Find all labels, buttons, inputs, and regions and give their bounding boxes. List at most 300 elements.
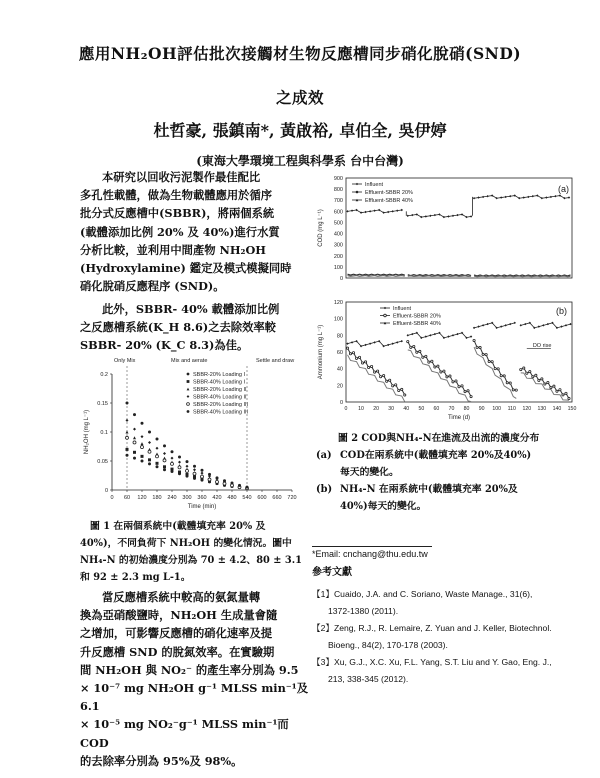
p3-line: 之增加，可影響反應槽的硝化速率及提 [80, 626, 273, 641]
x-tick-label: 480 [227, 495, 237, 501]
figure-1-chart [80, 352, 306, 518]
effluent-20-point [449, 375, 451, 377]
effluent-20-point [371, 365, 373, 367]
legend-label: SBBR-20% Loading III [193, 402, 249, 408]
figure-2b-chart [316, 296, 578, 426]
effluent-20-point [431, 360, 433, 362]
legend-label: Effluent-SBBR 20% [365, 190, 413, 196]
influent-point [387, 211, 389, 213]
fig2-title: 圖 2 COD與NH₄-N在進流及出流的濃度分布 [338, 433, 540, 444]
data-point [141, 455, 144, 458]
y-axis-label: COD (mg L⁻¹) [318, 209, 324, 247]
effluent-20-point [398, 389, 400, 391]
influent-point [482, 324, 484, 326]
y-tick-label: 900 [333, 176, 343, 182]
reference-line: 1372-1380 (2011). [328, 606, 399, 616]
panel-label: (b) [556, 306, 567, 316]
effluent-20-point [374, 371, 376, 373]
y-tick-label: 120 [333, 300, 343, 306]
data-point [156, 462, 159, 465]
influent-point [509, 323, 511, 325]
effluent-20-point [386, 380, 388, 382]
x-tick-label: 80 [463, 406, 470, 412]
data-point [141, 460, 144, 463]
effluent-20-point [425, 355, 427, 357]
data-point [163, 465, 166, 468]
effluent-40-line [408, 350, 471, 402]
p3-line: 的去除率分別為 95%及 98%。 [80, 753, 243, 768]
effluent-20-point [349, 353, 351, 355]
email-footnote: *Email: cnchang@thu.edu.tw [312, 549, 428, 559]
figure-2-caption [316, 430, 576, 515]
effluent-20-point [476, 346, 478, 348]
legend-label: SBBR-40% Loading II [193, 394, 247, 401]
data-point [126, 419, 129, 422]
data-point [171, 450, 174, 453]
effluent-20-point [352, 352, 354, 354]
effluent-20-point [526, 372, 528, 374]
phase-label: Mix and aerate [171, 358, 208, 364]
y-tick-label: 0.2 [100, 372, 108, 378]
data-point [126, 448, 129, 451]
effluent-40-line [408, 276, 471, 277]
effluent-20-point [437, 365, 439, 367]
legend-label: SBBR-40% Loading I [193, 379, 245, 386]
effluent-20-point [541, 378, 543, 380]
fig2-b-line: NH₄-N 在兩系統中(載體填充率 20%及 [340, 484, 518, 495]
effluent-20-point [538, 379, 540, 381]
effluent-20-point [509, 382, 511, 384]
fig2-a-line: COD在兩系統中(載體填充率 20%及40%) [340, 450, 532, 461]
data-point [156, 437, 159, 440]
legend-marker [187, 373, 190, 376]
legend-label: Effluent-SBBR 40% [365, 198, 413, 204]
y-tick-label: 0 [339, 400, 343, 406]
influent-point [527, 196, 529, 198]
data-point [148, 431, 151, 434]
fig2-a-line: 每天的變化。 [340, 467, 399, 478]
x-tick-label: 720 [287, 495, 297, 501]
influent-point [477, 196, 479, 198]
effluent-20-point [497, 368, 499, 370]
effluent-20-point [377, 370, 379, 372]
effluent-20-point [488, 360, 490, 362]
influent-point [429, 215, 431, 217]
data-point [126, 431, 129, 434]
effluent-20-point [358, 356, 360, 358]
effluent-40-line [348, 276, 405, 277]
data-point [141, 446, 144, 449]
effluent-20-point [473, 339, 475, 341]
data-point [148, 458, 151, 461]
effluent-20-point [364, 361, 366, 363]
x-tick-label: 30 [388, 406, 395, 412]
effluent-20-point [392, 385, 394, 387]
x-tick-label: 180 [152, 495, 162, 501]
data-point [163, 468, 166, 471]
influent-point [568, 196, 570, 198]
reference-line: 【2】Zeng, R.J., R. Lemaire, Z. Yuan and J. Keller, Biotechnol. [312, 623, 552, 633]
legend-marker [384, 307, 387, 310]
fig2-a-item [316, 447, 576, 464]
influent-point [407, 334, 409, 336]
influent-point [532, 195, 534, 197]
effluent-20-point [422, 356, 424, 358]
influent-point [569, 323, 571, 325]
influent-point [434, 333, 436, 335]
data-point [193, 468, 196, 471]
effluent-20-point [544, 383, 546, 385]
legend-marker [187, 403, 190, 406]
influent-point [401, 209, 403, 211]
effluent-20-point [434, 366, 436, 368]
fig2-b-line: 40%)每天的變化。 [340, 501, 427, 512]
data-point [238, 484, 241, 487]
effluent-20-point [383, 375, 385, 377]
legend-label: SBBR-20% Loading II [193, 387, 247, 393]
legend-label: Effluent-SBBR 20% [393, 313, 441, 320]
effluent-20-point [467, 390, 469, 392]
data-point [133, 441, 136, 444]
fig2-b-label: (b) [316, 484, 333, 495]
data-point [163, 452, 166, 455]
x-tick-label: 70 [448, 406, 455, 412]
influent-point [505, 196, 507, 198]
effluent-40-line [521, 373, 569, 400]
effluent-20-point [389, 379, 391, 381]
effluent-20-point [470, 396, 472, 398]
data-point [133, 436, 136, 439]
influent-point [351, 341, 353, 343]
data-point [178, 471, 181, 474]
data-point [133, 451, 136, 454]
x-tick-label: 60 [123, 495, 131, 501]
legend-marker [187, 395, 190, 398]
y-tick-label: 600 [333, 209, 343, 216]
data-point [246, 486, 249, 489]
p1-line: (Hydroxylamine) 鑑定及模式模擬同時 [80, 261, 292, 276]
references-list [312, 586, 574, 688]
effluent-20-point [407, 340, 409, 342]
p2-line: 此外，SBBR- 40% 載體添加比例 [102, 302, 280, 316]
x-tick-label: 0 [110, 495, 114, 501]
influent-point [429, 334, 431, 336]
data-point [148, 441, 151, 444]
influent-point [364, 211, 366, 213]
influent-point [482, 196, 484, 198]
y-tick-label: 800 [333, 187, 343, 194]
effluent-20-point [458, 386, 460, 388]
influent-point [369, 210, 371, 212]
paper-title-line1: 應用NH₂OH評估批次接觸材生物反應槽同步硝化脫硝(SND) [78, 44, 522, 63]
x-axis-label: Time (d) [447, 415, 471, 421]
effluent-20-point [494, 368, 496, 370]
fig1-caption-line: 40%)，不同負荷下 NH₂OH 的變化情況。圖中 [80, 538, 292, 549]
authors: 杜哲豪, 張鎮南*, 黃啟裕, 卓伯全, 吳伊婷 [153, 121, 447, 140]
y-tick-label: 100 [333, 264, 343, 271]
y-tick-label: 400 [333, 231, 343, 238]
influent-point [452, 215, 454, 217]
y-tick-label: 0.05 [97, 459, 108, 465]
abstract-paragraph-3 [80, 588, 312, 770]
data-point [156, 447, 159, 450]
data-point [193, 465, 196, 468]
x-tick-label: 360 [197, 495, 207, 501]
effluent-20-line [348, 348, 405, 395]
influent-point [401, 340, 403, 342]
effluent-40-line [474, 347, 516, 398]
influent-point [542, 324, 544, 326]
fig1-caption-line: 圖 1 在兩個系統中(載體填充率 20% 及 [90, 521, 266, 532]
data-point [193, 472, 196, 475]
p3-line: 換為亞硝酸鹽時，NH₂OH 生成量會隨 [80, 608, 278, 623]
p1-line: 多孔性載體，做為生物載體應用於循序 [80, 188, 273, 203]
data-point [126, 436, 129, 439]
effluent-20-point [565, 392, 567, 394]
effluent-20-point [547, 381, 549, 383]
data-point [156, 455, 159, 458]
influent-point [560, 325, 562, 327]
legend-marker [187, 388, 190, 391]
effluent-20-point [512, 389, 514, 391]
data-point [171, 468, 174, 471]
p3-line: 升反應槽 SND 的脫氮效率。在實驗期 [80, 644, 275, 659]
x-tick-label: 120 [522, 406, 532, 412]
influent-point [351, 209, 353, 211]
reference-line: Bioeng., 84(2), 170-178 (2003). [328, 640, 448, 650]
effluent-20-line [348, 274, 405, 275]
data-point [163, 444, 166, 447]
effluent-20-point [413, 345, 415, 347]
effluent-20-point [553, 385, 555, 387]
p3-line: × 10⁻⁵ mg NO₂⁻g⁻¹ MLSS min⁻¹而 COD [80, 717, 289, 750]
effluent-20-point [515, 389, 517, 391]
data-point [216, 480, 219, 483]
influent-point [550, 196, 552, 198]
p1-line: 批分式反應槽中(SBBR)，將兩個系統 [80, 206, 275, 221]
x-tick-label: 50 [418, 406, 425, 412]
legend-marker [356, 183, 359, 186]
effluent-20-point [380, 376, 382, 378]
influent-point [473, 197, 475, 199]
influent-point [524, 323, 526, 325]
data-point [133, 457, 136, 460]
x-tick-label: 300 [182, 495, 192, 501]
data-point [201, 469, 204, 472]
p1-line: 硝化脫硝反應程序 (SND)。 [80, 279, 225, 294]
influent-point [514, 322, 516, 324]
data-point [186, 473, 189, 476]
fig1-caption-line: 和 92 ± 2.3 mg L-1。 [80, 572, 191, 583]
legend-marker [187, 410, 190, 413]
x-tick-label: 140 [552, 406, 562, 412]
effluent-20-point [562, 394, 564, 396]
data-point [126, 402, 129, 405]
influent-point [425, 335, 427, 337]
influent-point [545, 196, 547, 198]
figure-1-caption [80, 518, 312, 586]
effluent-20-point [440, 371, 442, 373]
influent-line [474, 323, 515, 328]
effluent-20-point [428, 361, 430, 363]
legend-label: SBBR-40% Loading III [193, 409, 249, 416]
influent-point [392, 210, 394, 212]
effluent-20-point [482, 353, 484, 355]
data-point [216, 476, 219, 479]
x-tick-label: 540 [242, 495, 252, 501]
influent-point [486, 323, 488, 325]
effluent-20-point [506, 382, 508, 384]
influent-point [470, 335, 472, 337]
legend-marker [384, 314, 387, 317]
data-point [163, 459, 166, 462]
influent-point [396, 209, 398, 211]
x-tick-label: 40 [403, 406, 410, 412]
x-tick-label: 100 [492, 406, 501, 412]
influent-point [387, 344, 389, 346]
effluent-20-point [491, 361, 493, 363]
data-point [156, 465, 159, 468]
influent-point [346, 210, 348, 212]
x-tick-label: 90 [478, 406, 485, 412]
influent-point [456, 333, 458, 335]
effluent-20-point [346, 347, 348, 349]
effluent-40-line [474, 276, 570, 277]
data-point [141, 442, 144, 445]
y-tick-label: 0.15 [97, 401, 108, 407]
y-tick-label: 300 [333, 242, 343, 249]
affiliation: (東海大學環境工程與科學系 台中台灣) [196, 154, 404, 168]
y-axis-label: Ammonium (mg L⁻¹) [318, 324, 324, 380]
influent-point [456, 214, 458, 216]
effluent-20-point [416, 351, 418, 353]
influent-point [411, 214, 413, 216]
data-point [186, 469, 189, 472]
y-tick-label: 100 [333, 316, 343, 323]
effluent-40-line [348, 355, 405, 402]
x-tick-label: 660 [272, 495, 282, 501]
data-point [223, 479, 226, 482]
data-point [186, 465, 189, 468]
effluent-20-point [479, 346, 481, 348]
influent-point [425, 215, 427, 217]
data-point [126, 454, 129, 457]
influent-point [486, 195, 488, 197]
effluent-20-point [410, 346, 412, 348]
influent-point [473, 327, 475, 329]
references-heading: 參考文獻 [312, 567, 352, 578]
x-tick-label: 420 [212, 495, 222, 501]
effluent-20-point [464, 391, 466, 393]
influent-point [565, 324, 567, 326]
data-point [208, 473, 211, 476]
data-point [178, 466, 181, 469]
y-tick-label: 500 [333, 220, 343, 227]
influent-point [396, 341, 398, 343]
p1-line: (載體添加比例 20% 及 40%)進行水質 [80, 224, 280, 239]
legend-label: Effluent-SBBR 40% [393, 321, 441, 327]
data-point [148, 462, 151, 465]
x-tick-label: 20 [373, 406, 380, 412]
y-tick-label: 80 [336, 333, 343, 340]
p3-line: 當反應槽系統中較高的氨氮量轉 [102, 590, 261, 604]
effluent-20-point [559, 389, 561, 391]
effluent-20-point [532, 376, 534, 378]
data-point [141, 435, 144, 438]
influent-point [407, 215, 409, 217]
influent-point [538, 325, 540, 327]
x-tick-label: 600 [257, 495, 267, 501]
influent-point [447, 335, 449, 337]
effluent-20-point [485, 354, 487, 356]
influent-point [452, 334, 454, 336]
p2-line: 之反應槽系統(K_H 8.6)之去除效率較 [80, 320, 276, 335]
reference-line: 【1】Cuaido, J.A. and C. Soriano, Waste Manage., 31(6), [312, 589, 533, 599]
y-tick-label: 40 [336, 366, 343, 373]
effluent-20-point [455, 380, 457, 382]
effluent-20-point [503, 375, 505, 377]
fig1-caption-line: NH₄-N 的初始濃度分別為 70 ± 4.2、80 ± 3.1 [80, 555, 302, 566]
data-point [201, 472, 204, 475]
effluent-20-point [404, 394, 406, 396]
effluent-20-point [556, 390, 558, 392]
influent-point [523, 196, 525, 198]
reference-line: 213, 338-345 (2012). [328, 674, 409, 684]
fig2-a-label: (a) [316, 450, 332, 461]
effluent-20-point [568, 397, 570, 399]
effluent-20-point [461, 385, 463, 387]
data-point [178, 461, 181, 464]
data-point [171, 457, 174, 460]
x-tick-label: 150 [567, 406, 577, 412]
data-point [133, 428, 136, 431]
data-point [231, 482, 234, 485]
phase-label: Only Mix [114, 358, 136, 364]
effluent-20-point [520, 368, 522, 370]
y-axis-label: NH₂OH (mg L⁻¹) [84, 409, 90, 455]
effluent-20-point [443, 370, 445, 372]
influent-point [470, 215, 472, 217]
p1-line: 分析比較，並利用中間產物 NH₂OH [80, 242, 266, 257]
x-tick-label: 110 [507, 406, 516, 412]
legend-marker [187, 380, 190, 383]
x-tick-label: 10 [358, 406, 364, 412]
influent-point [500, 325, 502, 327]
influent-line [521, 323, 571, 328]
p1-line: 本研究以回收污泥製作最佳配比 [102, 170, 261, 184]
data-point [208, 478, 211, 481]
effluent-20-point [395, 384, 397, 386]
x-axis-label: Time (min) [187, 504, 217, 510]
p3-line: 間 NH₂OH 與 NO₂⁻ 的產生率分別為 9.5 [80, 662, 299, 677]
x-tick-label: 130 [537, 406, 547, 412]
data-point [178, 455, 181, 458]
influent-point [411, 333, 413, 335]
influent-point [447, 215, 449, 217]
influent-point [500, 196, 502, 198]
influent-point [520, 324, 522, 326]
influent-point [477, 325, 479, 327]
p3-line: × 10⁻⁷ mg NH₂OH g⁻¹ MLSS min⁻¹及 6.1 [80, 681, 309, 714]
effluent-20-point [361, 362, 363, 364]
effluent-20-point [452, 381, 454, 383]
do-rise-annotation: DO rise [532, 343, 552, 349]
effluent-20-point [529, 371, 531, 373]
x-tick-label: 120 [137, 495, 147, 501]
y-tick-label: 700 [333, 198, 343, 205]
data-point [148, 450, 151, 453]
influent-point [554, 195, 556, 197]
